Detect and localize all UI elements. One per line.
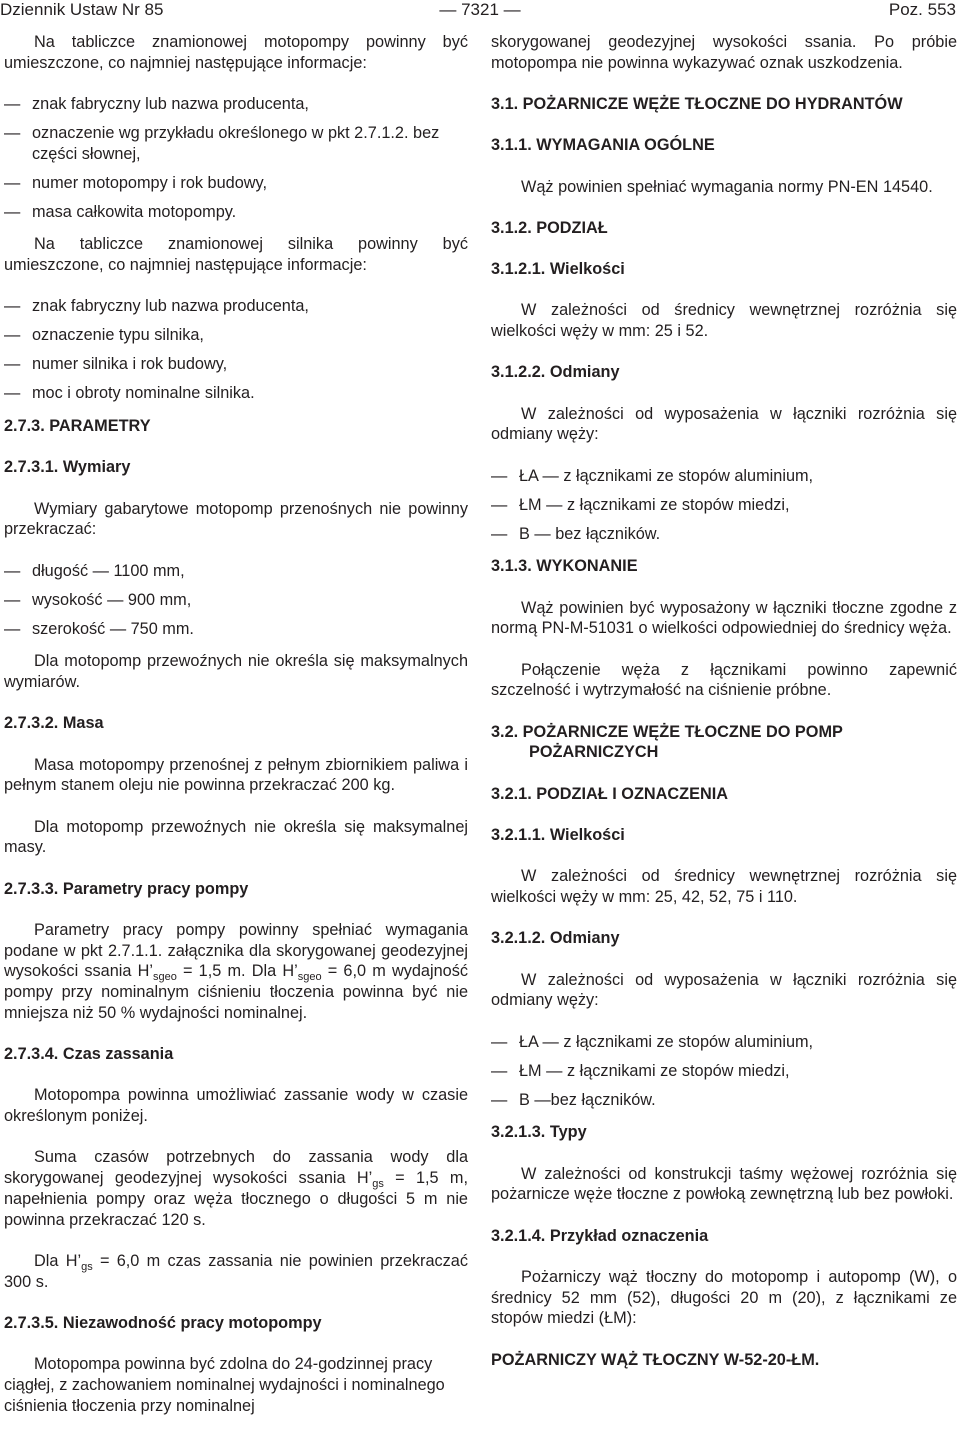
paragraph: W zależności od wyposażenia w łączniki rozróżnia się odmiany węży: [491, 970, 957, 1010]
paragraph: W zależności od średnicy wewnętrznej rozróżnia się wielkości węży w mm: 25, 42, 52, 75 i 110. [491, 867, 957, 907]
list-item: — ŁM — z łącznikami ze stopów miedzi, [491, 495, 957, 516]
list-item: — ŁA — z łącznikami ze stopów aluminium, [491, 1032, 957, 1053]
left-column [4, 32, 468, 1416]
list-item: — oznaczenie typu silnika, [4, 325, 468, 346]
list-item: — oznaczenie wg przykładu określonego w pkt 2.7.1.2. bez części słownej, [4, 123, 468, 164]
section-heading: 3.1.3. WYKONANIE [491, 557, 638, 576]
list-item: — znak fabryczny lub nazwa producenta, [4, 296, 468, 317]
paragraph: Motopompa powinna być zdolna do 24-godzinnej pracy ciągłej, z zachowaniem nominalnej wydajności i nominalnego ciśnienia tłoczenia przy nominalnej [4, 1355, 445, 1415]
paragraph: Wymiary gabarytowe motopomp przenośnych nie powinny przekraczać: [4, 499, 468, 539]
section-heading: 3.2.1.1. Wielkości [491, 826, 625, 845]
section-heading: 3.1.2.2. Odmiany [491, 363, 620, 382]
paragraph: Parametry pracy pompy powinny spełniać wymagania podane w pkt 2.7.1.1. załącznika dla skorygowanej geodezyjnej wysokości ssania $H’_{sgeo} = 1,5$ m. Dla $H’_{sgeo} = 6,0$ m wydajność pompy przy nominalnym ciśnieniu tłoczenia powinna być nie mniejsza niż 50 % wydajności nominalnej. [4, 921, 468, 1022]
bullet-list [4, 94, 468, 222]
list-item: — numer silnika i rok budowy, [4, 354, 468, 375]
bullet-list [491, 466, 957, 545]
paragraph: W zależności od średnicy wewnętrznej rozróżnia się wielkości węży w mm: 25 i 52. [491, 301, 957, 341]
section-heading: 3.2.1.4. Przykład oznaczenia [491, 1226, 709, 1245]
list-item: — B — bez łączników. [491, 524, 957, 545]
paragraph: Na tabliczce znamionowej silnika powinny być umieszczone, co najmniej następujące informacje: [4, 235, 468, 275]
section-heading: 3.1.2. PODZIAŁ [491, 218, 608, 237]
section-heading: 2.7.3. PARAMETRY [4, 417, 151, 436]
paragraph: Masa motopompy przenośnej z pełnym zbiornikiem paliwa i pełnym stanem oleju nie powinna przekraczać 200 kg. [4, 755, 468, 795]
section-heading: 3.2.1.3. Typy [491, 1123, 587, 1142]
page-number: — 7321 — [439, 0, 521, 19]
paragraph: Suma czasów potrzebnych do zassania wody dla skorygowanej geodezyjnej wysokości ssania $H’_{gs} = 1,5$ m, napełnienia pompy oraz węża tłocznego o długości 5 m nie powinna przekraczać 120 s. [4, 1148, 468, 1229]
section-heading: 3.2.1.2. Odmiany [491, 929, 620, 948]
bullet-list [4, 561, 468, 640]
section-heading: 2.7.3.4. Czas zassania [4, 1045, 174, 1064]
list-item: — wysokość — 900 mm, [4, 590, 468, 611]
paragraph: Dla motopomp przewoźnych nie określa się maksymalnej masy. [4, 817, 468, 857]
bullet-list [491, 1032, 957, 1111]
section-heading: 3.1.2.1. Wielkości [491, 260, 625, 279]
paragraph: Dla $H’_{gs} = 6,0$ m czas zassania nie powinien przekraczać 300 s. [4, 1251, 468, 1291]
paragraph: Wąż powinien spełniać wymagania normy PN-EN 14540. [521, 177, 933, 196]
right-column [491, 32, 957, 1370]
section-heading: 3.2. POŻARNICZE WĘŻE TŁOCZNE DO POMP POŻARNICZYCH [491, 722, 843, 762]
list-item: — ŁM — z łącznikami ze stopów miedzi, [491, 1061, 957, 1082]
section-heading: 2.7.3.1. Wymiary [4, 458, 131, 477]
list-item: — B —bez łączników. [491, 1090, 957, 1111]
list-item: — szerokość — 750 mm. [4, 619, 468, 640]
paragraph: Motopompa powinna umożliwiać zassanie wody w czasie określonym poniżej. [4, 1086, 468, 1126]
paragraph: skorygowanej geodezyjnej wysokości ssania. Po próbie motopompa nie powinna wykazywać oznak uszkodzenia. [491, 33, 957, 72]
section-heading: 2.7.3.3. Parametry pracy pompy [4, 879, 249, 898]
paragraph: Wąż powinien być wyposażony w łączniki tłoczne zgodne z normą PN-M-51031 o wielkości odpowiedniej do średnicy węża. [491, 598, 957, 638]
paragraph: W zależności od wyposażenia w łączniki rozróżnia się odmiany węży: [491, 404, 957, 444]
paragraph: W zależności od konstrukcji taśmy wężowej rozróżnia się pożarnicze węże tłoczne z powłoką zewnętrzną lub bez powłoki. [491, 1164, 957, 1204]
list-item: — ŁA — z łącznikami ze stopów aluminium, [491, 466, 957, 487]
list-item: — masa całkowita motopompy. [4, 202, 468, 223]
section-heading: 2.7.3.5. Niezawodność pracy motopompy [4, 1313, 322, 1332]
position-number: Poz. 553 [888, 0, 956, 19]
journal-title: Dziennik Ustaw Nr 85 [0, 0, 164, 19]
section-heading: 3.2.1. PODZIAŁ I OZNACZENIA [491, 784, 729, 803]
paragraph: Na tabliczce znamionowej motopompy powinny być umieszczone, co najmniej następujące informacje: [4, 33, 468, 72]
designation-example: POŻARNICZY WĄŻ TŁOCZNY W-52-20-ŁM. [491, 1350, 820, 1369]
section-heading: 2.7.3.2. Masa [4, 714, 104, 733]
list-item: — moc i obroty nominalne silnika. [4, 383, 468, 404]
paragraph: Dla motopomp przewoźnych nie określa się maksymalnych wymiarów. [4, 652, 468, 692]
page-header [0, 0, 960, 24]
list-item: — numer motopompy i rok budowy, [4, 173, 468, 194]
paragraph: Pożarniczy wąż tłoczny do motopomp i autopomp (W), o średnicy 52 mm (52), długości 20 m (20), z łącznikami ze stopów miedzi (ŁM): [491, 1267, 957, 1328]
section-heading: 3.1.1. WYMAGANIA OGÓLNE [491, 136, 715, 155]
bullet-list [4, 296, 468, 404]
list-item: — długość — 1100 mm, [4, 561, 468, 582]
list-item: — znak fabryczny lub nazwa producenta, [4, 94, 468, 115]
paragraph: Połączenie węża z łącznikami powinno zapewnić szczelność i wytrzymałość na ciśnienie próbne. [491, 660, 957, 700]
section-heading: 3.1. POŻARNICZE WĘŻE TŁOCZNE DO HYDRANTÓW [491, 95, 903, 113]
